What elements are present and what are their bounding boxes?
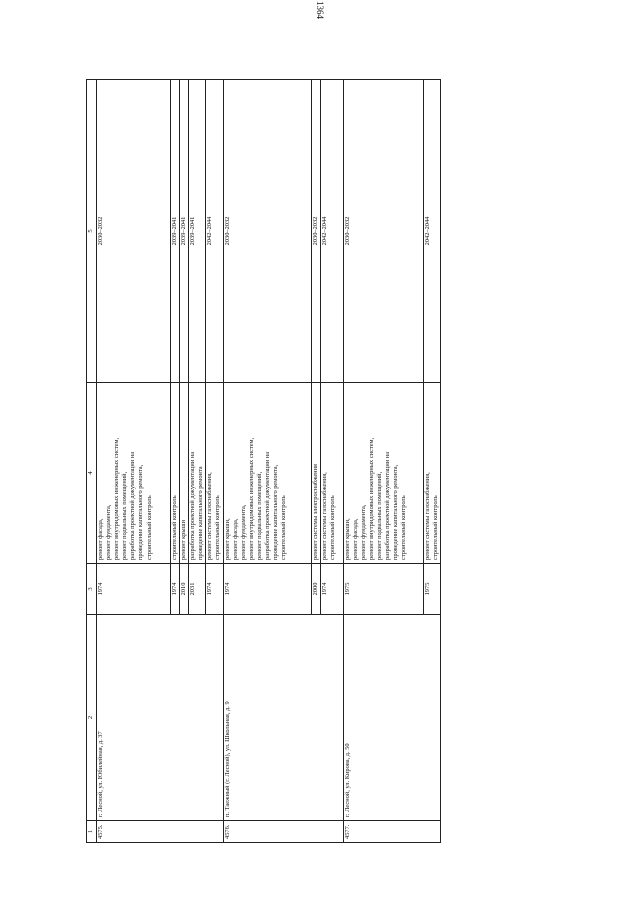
period-cell: 2039–2041 xyxy=(189,80,206,383)
works-cell xyxy=(189,383,206,564)
entry-number: 4575. xyxy=(97,821,224,843)
work-line: проведение капитального ремонта, xyxy=(272,464,280,560)
work-line: ремонт системы газоснабжения, xyxy=(320,472,328,560)
building-address: г. Лесной, ул. Юбилейная, д. 37 xyxy=(97,615,224,821)
period-cell: 2030–2032 xyxy=(343,80,423,383)
column-header: 1 xyxy=(87,821,97,843)
column-header: 3 xyxy=(87,564,97,615)
work-line: ремонт крыши, xyxy=(223,518,231,560)
building-address: п. Таежный (г. Лесной), ул. Школьная, д. 9 xyxy=(223,615,343,821)
works-cell xyxy=(223,383,311,564)
work-line: разработка проектной документации на xyxy=(384,451,392,560)
work-line: разработка проектной документации на xyxy=(264,451,272,560)
works-cell xyxy=(320,383,343,564)
year-cell: 2000 xyxy=(311,564,320,615)
work-line: ремонт внутридомовых инженерных систем, xyxy=(367,437,375,560)
table-row xyxy=(223,80,311,843)
rotated-table-area xyxy=(86,80,518,843)
work-line: ремонт фасада, xyxy=(97,518,104,560)
table-row xyxy=(97,80,171,843)
work-line: ремонт фасада, xyxy=(231,518,239,560)
work-line: строительный контроль xyxy=(328,495,336,560)
column-header: 4 xyxy=(87,383,97,564)
period-cell: 2030–2032 xyxy=(311,80,320,383)
year-cell: 2031 xyxy=(189,564,206,615)
work-line: строительный контроль xyxy=(431,495,439,560)
repair-schedule-table xyxy=(86,79,441,843)
table-rotator xyxy=(86,80,518,843)
period-cell: 2042–2044 xyxy=(423,80,440,383)
work-line: ремонт внутридомовых инженерных систем, xyxy=(247,437,255,560)
page-number: 1364 xyxy=(315,1,325,19)
work-line: строительный контроль xyxy=(400,495,408,560)
work-line: ремонт подвальных помещений, xyxy=(376,471,384,560)
works-cell xyxy=(311,383,320,564)
works-cell xyxy=(343,383,423,564)
works-cell xyxy=(206,383,223,564)
work-line: разработка проектной документации на xyxy=(189,451,197,560)
work-line: ремонт подвальных помещений, xyxy=(121,471,129,560)
work-line: строительный контроль xyxy=(145,495,153,560)
work-line: ремонт фундамента, xyxy=(105,504,113,560)
work-line: ремонт внутридомовых инженерных систем, xyxy=(113,437,121,560)
period-cell: 2039–2041 xyxy=(171,80,180,383)
year-cell: 1975 xyxy=(343,564,423,615)
work-line: проведение капитального ремонта, xyxy=(392,464,400,560)
year-cell: 1974 xyxy=(206,564,223,615)
work-line: проведение капитального ремонта xyxy=(197,466,205,560)
period-cell: 2042–2044 xyxy=(206,80,223,383)
period-cell: 2030–2032 xyxy=(97,80,171,383)
works-cell xyxy=(180,383,189,564)
work-line: ремонт подвальных помещений, xyxy=(255,471,263,560)
work-line: ремонт фундамента, xyxy=(239,504,247,560)
year-cell: 1975 xyxy=(423,564,440,615)
column-header: 5 xyxy=(87,80,97,383)
work-line: строительный контроль xyxy=(214,495,222,560)
year-cell: 1974 xyxy=(320,564,343,615)
work-line: строительный контроль xyxy=(280,495,288,560)
building-address: г. Лесной, ул. Кирова, д. 50 xyxy=(343,615,440,821)
year-cell: 1974 xyxy=(171,564,180,615)
entry-number: 4576. xyxy=(223,821,343,843)
year-cell: 2010 xyxy=(180,564,189,615)
works-cell xyxy=(171,383,180,564)
period-cell: 2042–2044 xyxy=(320,80,343,383)
header-row xyxy=(87,80,97,843)
table-row xyxy=(343,80,423,843)
period-cell: 2030–2032 xyxy=(223,80,311,383)
work-line: проведение капитального ремонта, xyxy=(137,464,145,560)
work-line: строительный контроль xyxy=(171,495,178,560)
work-line: ремонт системы газоснабжения, xyxy=(206,472,214,560)
column-header: 2 xyxy=(87,615,97,821)
entry-number: 4577. xyxy=(343,821,440,843)
work-line: ремонт системы газоснабжения, xyxy=(423,472,431,560)
work-line: ремонт фасада, xyxy=(351,518,359,560)
work-line: ремонт крыши, xyxy=(343,518,351,560)
works-cell xyxy=(97,383,171,564)
work-line: ремонт фундамента, xyxy=(359,504,367,560)
period-cell: 2039–2041 xyxy=(180,80,189,383)
work-line: ремонт крыши xyxy=(180,519,188,560)
work-line: ремонт системы электроснабжения xyxy=(311,464,319,560)
year-cell: 1974 xyxy=(97,564,171,615)
works-cell xyxy=(423,383,440,564)
work-line: разработка проектной документации на xyxy=(129,451,137,560)
year-cell: 1974 xyxy=(223,564,311,615)
